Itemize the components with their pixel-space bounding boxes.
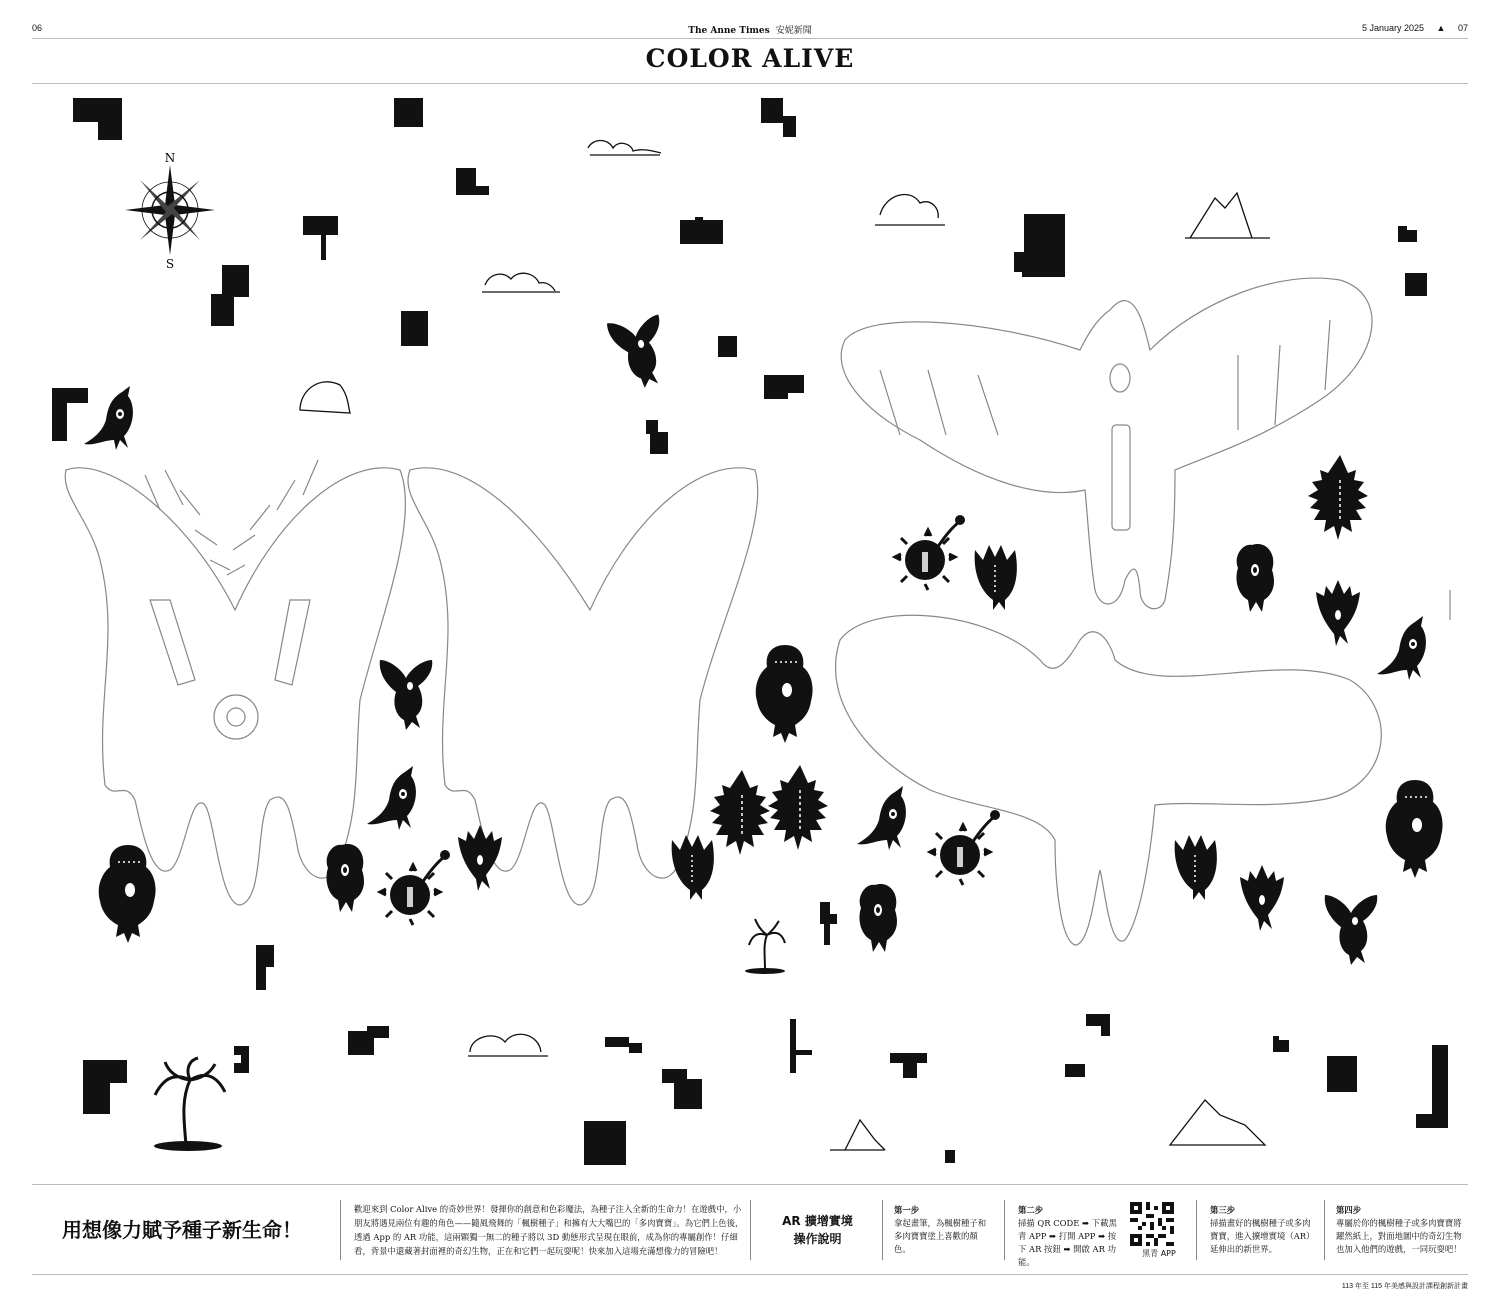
creature-icon bbox=[326, 844, 364, 912]
creature-icon bbox=[975, 545, 1017, 610]
creature-icon bbox=[1325, 895, 1378, 965]
creature-icon bbox=[768, 765, 828, 850]
creature-icon bbox=[1316, 580, 1360, 646]
step-2 bbox=[1018, 1204, 1122, 1269]
divider bbox=[1004, 1200, 1005, 1260]
qr-code-label: 黑青 APP bbox=[1142, 1249, 1176, 1258]
creature-icon bbox=[1175, 835, 1217, 900]
creature-icon bbox=[458, 825, 502, 891]
palm-tree-icon bbox=[154, 919, 785, 1151]
creature-icon bbox=[895, 515, 965, 590]
step-title: 第三步 bbox=[1210, 1205, 1236, 1215]
creature-icon bbox=[1308, 455, 1368, 540]
creature-icon bbox=[84, 386, 133, 450]
succulent-outline bbox=[836, 278, 1450, 945]
creature-icon bbox=[99, 845, 156, 943]
creature-icon bbox=[367, 766, 416, 830]
paper-name: The Anne Times bbox=[688, 26, 770, 36]
compass-icon bbox=[125, 151, 215, 271]
logo-mark-icon: ▲ bbox=[1436, 23, 1446, 33]
creature-icon bbox=[672, 835, 714, 900]
mountain-icon bbox=[1170, 1100, 1265, 1145]
compass-south: S bbox=[165, 257, 175, 271]
creature-icon bbox=[1240, 865, 1284, 931]
footer-slogan: 用想像力賦予種子新生命！ bbox=[62, 1218, 302, 1242]
creature-icon bbox=[1386, 780, 1443, 878]
pixel-blocks bbox=[52, 98, 1448, 1165]
divider bbox=[1324, 1200, 1325, 1260]
mountain-icon bbox=[1185, 193, 1270, 238]
cloud-icon bbox=[482, 273, 560, 292]
footer-top-rule bbox=[32, 1184, 1468, 1185]
creature-icon bbox=[380, 850, 450, 925]
creature-icon bbox=[607, 314, 671, 392]
ar-instructions-title bbox=[760, 1212, 875, 1248]
creature-icon bbox=[380, 660, 433, 730]
qr-code-icon[interactable] bbox=[1130, 1202, 1174, 1246]
tree-icon bbox=[830, 1120, 885, 1150]
footer-panel bbox=[32, 1198, 1468, 1267]
divider bbox=[882, 1200, 883, 1260]
footer-bottom-rule bbox=[32, 1274, 1468, 1275]
compass-north: N bbox=[164, 151, 176, 165]
step-text: 掃描 QR CODE ➡ 下載黑青 APP ➡ 打開 APP ➡ 按下 AR 按鈕 ➡ 開啟 AR 功能。 bbox=[1018, 1218, 1117, 1267]
creatures bbox=[84, 314, 1443, 965]
footer-intro: 歡迎來到 Color Alive 的奇妙世界！發揮你的創意和色彩魔法，為種子注入全新的生命力！在遊戲中，小朋友將遇見兩位有趣的角色——隨風飛舞的「楓樹種子」和擁有大大嘴巴的「多肉寶寶」。為它們上色後，透過 App 的 AR 功能，這兩顆獨一無二的種子將以 3D 動態形式呈現在眼前，成為你的專屬創作！仔細看，背景中還藏著封面裡的奇幻生物，正在和它們一起玩耍呢！快來加入這場充滿想像力的冒險吧！ bbox=[354, 1204, 744, 1256]
fine-print: 113 年至 115 年美感與設計課程創新計畫 bbox=[1341, 1283, 1468, 1290]
step-title: 第四步 bbox=[1336, 1205, 1362, 1215]
creature-icon bbox=[857, 786, 906, 850]
step-4 bbox=[1336, 1204, 1468, 1256]
creature-icon bbox=[930, 810, 1000, 885]
page-title: COLOR ALIVE bbox=[645, 44, 855, 73]
issue-date: 5 January 2025 bbox=[1361, 23, 1425, 33]
step-text: 拿起畫筆，為楓樹種子和多肉寶寶塗上喜歡的顏色。 bbox=[894, 1218, 987, 1254]
divider bbox=[750, 1200, 751, 1260]
divider bbox=[340, 1200, 341, 1260]
step-3 bbox=[1210, 1204, 1314, 1256]
paper-name-cn: 安妮新聞 bbox=[775, 25, 812, 35]
cloud-icon bbox=[875, 194, 945, 225]
page-number-left: 06 bbox=[32, 23, 43, 33]
creature-icon bbox=[859, 884, 897, 952]
step-1 bbox=[894, 1204, 994, 1256]
cloud-icon bbox=[468, 1034, 548, 1056]
ar-title-line2: 操作說明 bbox=[793, 1232, 842, 1246]
divider bbox=[1196, 1200, 1197, 1260]
step-text: 專屬於你的楓樹種子或多肉寶寶將躍然紙上，對面地圖中的奇幻生物也加入他們的遊戲，一同玩耍吧！ bbox=[1336, 1218, 1462, 1254]
rock-icon bbox=[300, 382, 350, 413]
creature-icon bbox=[710, 770, 770, 855]
page-number-right: 07 bbox=[1457, 23, 1468, 33]
step-text: 掃描畫好的楓樹種子或多肉寶寶，進入擴增實境（AR）延伸出的新世界。 bbox=[1210, 1218, 1311, 1254]
creature-icon bbox=[1377, 616, 1426, 680]
cloud-icon bbox=[588, 141, 661, 156]
creature-icon bbox=[756, 645, 813, 743]
step-title: 第二步 bbox=[1018, 1205, 1044, 1215]
creature-icon bbox=[1236, 544, 1274, 612]
step-title: 第一步 bbox=[894, 1205, 920, 1215]
ar-title-line1: AR 擴增實境 bbox=[782, 1214, 853, 1228]
